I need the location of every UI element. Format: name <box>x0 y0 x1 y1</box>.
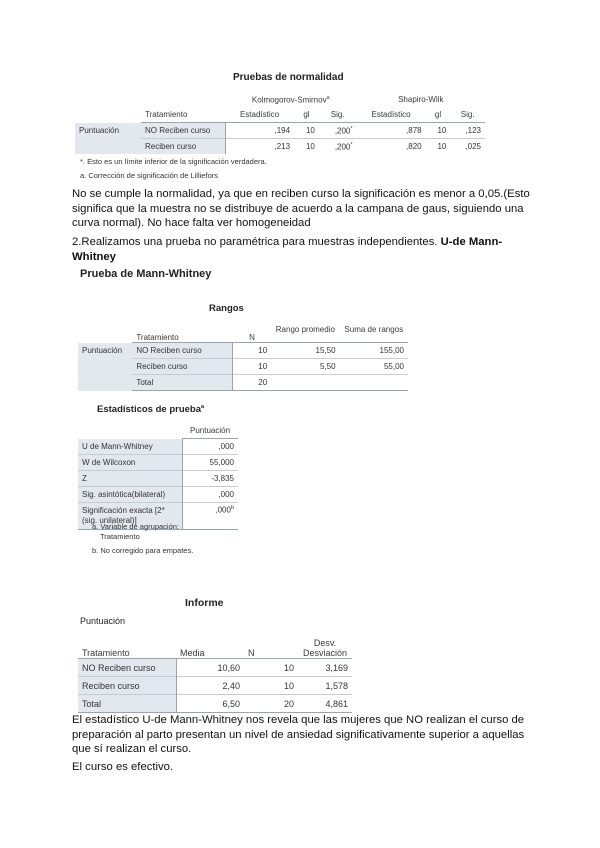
col-tratamiento: Tratamiento <box>78 632 176 659</box>
ranks-title: Rangos <box>209 303 244 314</box>
col-puntuacion: Puntuación <box>182 423 238 439</box>
table-row: W de Wilcoxon 55,000 <box>78 455 238 471</box>
table-row: Reciben curso ,213 10 ,200* ,820 10 ,025 <box>75 139 485 155</box>
ks-group-header: Kolmogorov-Smirnov <box>251 95 327 105</box>
report-subtitle: Puntuación <box>80 616 126 626</box>
report-title: Informe <box>185 597 224 609</box>
row-label-puntuacion: Puntuación <box>75 123 141 155</box>
col-ks-estadistico: Estadístico <box>225 107 294 123</box>
report-table <box>78 632 352 713</box>
table-row: Total 6,50 20 4,861 <box>78 695 352 713</box>
table-row: Z -3,835 <box>78 471 238 487</box>
test-stats-title: Estadísticos de prueba$^a$ <box>97 404 205 416</box>
col-rango-promedio: Rango promedio <box>271 318 339 343</box>
test-stats-note-a: a. Variable de agrupación: Tratamiento <box>92 522 180 541</box>
table-row: Reciben curso 2,40 10 1,578 <box>78 677 352 695</box>
col-tratamiento: Tratamiento <box>132 318 233 343</box>
col-sw-gl: gl <box>426 107 451 123</box>
test-name: U-de Mann-Whitney <box>72 236 503 263</box>
col-desviacion: Desv. Desviación <box>298 632 352 659</box>
paragraph-test-choice: 2.Realizamos una prueba no paramétrica para muestras independientes. U-de Mann-Whitney <box>72 236 503 263</box>
ranks-table <box>78 318 408 391</box>
col-n: N <box>244 632 298 659</box>
test-stats-note-b: b. No corregido para empates. <box>92 546 194 555</box>
table-row: NO Reciben curso 10,60 10 3,169 <box>78 659 352 677</box>
paragraph-normality: No se cumple la normalidad, ya que en reciben curso la significación es menor a 0,05.(Esto significa que la muestra no se distribuye de acuerdo a la campana de gaus, siguiendo una curva normal). No hace falta ver homogeneidad <box>72 188 530 229</box>
col-ks-sig: Sig. <box>319 107 357 123</box>
paragraph-conclusion: El estadístico U-de Mann-Whitney nos revela que las mujeres que NO realizan el curso de preparación al parto presentan un nivel de ansiedad significativamente superior a aquellas que sí realizan el curso. <box>72 714 525 755</box>
table-row: Puntuación NO Reciben curso ,194 10 ,200* ,878 10 ,123 <box>75 123 485 139</box>
col-sw-estadistico: Estadístico <box>357 107 426 123</box>
col-suma-rangos: Suma de rangos <box>340 318 408 343</box>
table-row: Puntuación NO Reciben curso 10 15,50 155,00 <box>78 343 408 359</box>
normality-note-2: a. Corrección de significación de Lilliefors <box>80 171 218 180</box>
sw-group-header: Shapiro-Wilk <box>398 95 444 104</box>
col-tratamiento: Tratamiento <box>141 107 225 123</box>
paragraph-final: El curso es efectivo. <box>72 761 174 773</box>
mann-whitney-heading: Prueba de Mann-Whitney <box>80 268 212 280</box>
test-stats-table <box>78 423 238 530</box>
col-n: N <box>233 318 271 343</box>
row-label-puntuacion: Puntuación <box>78 343 132 391</box>
normality-title: Pruebas de normalidad <box>233 72 344 83</box>
table-row: Total 20 <box>78 375 408 391</box>
col-ks-gl: gl <box>294 107 319 123</box>
col-sw-sig: Sig. <box>450 107 485 123</box>
col-media: Media <box>176 632 244 659</box>
table-row: Reciben curso 10 5,50 55,00 <box>78 359 408 375</box>
normality-note-1: *. Esto es un límite inferior de la significación verdadera. <box>80 157 267 166</box>
table-row: Sig. asintótica(bilateral) ,000 <box>78 487 238 503</box>
table-row: U de Mann-Whitney ,000 <box>78 439 238 455</box>
normality-table: Kolmogorov-Smirnov$^a$ Shapiro-Wilk Tratamiento Estadístico gl Sig. Estadístico gl Sig. Puntuación NO Reciben curso ,194 10 ,200* ,878 10 ,123 Reciben curso ,213 10 ,200* ,820 10 ,025 <box>75 92 485 154</box>
table-row: Significación exacta [2* (sig. unilateral)] ,000$^b$ <box>78 503 238 530</box>
